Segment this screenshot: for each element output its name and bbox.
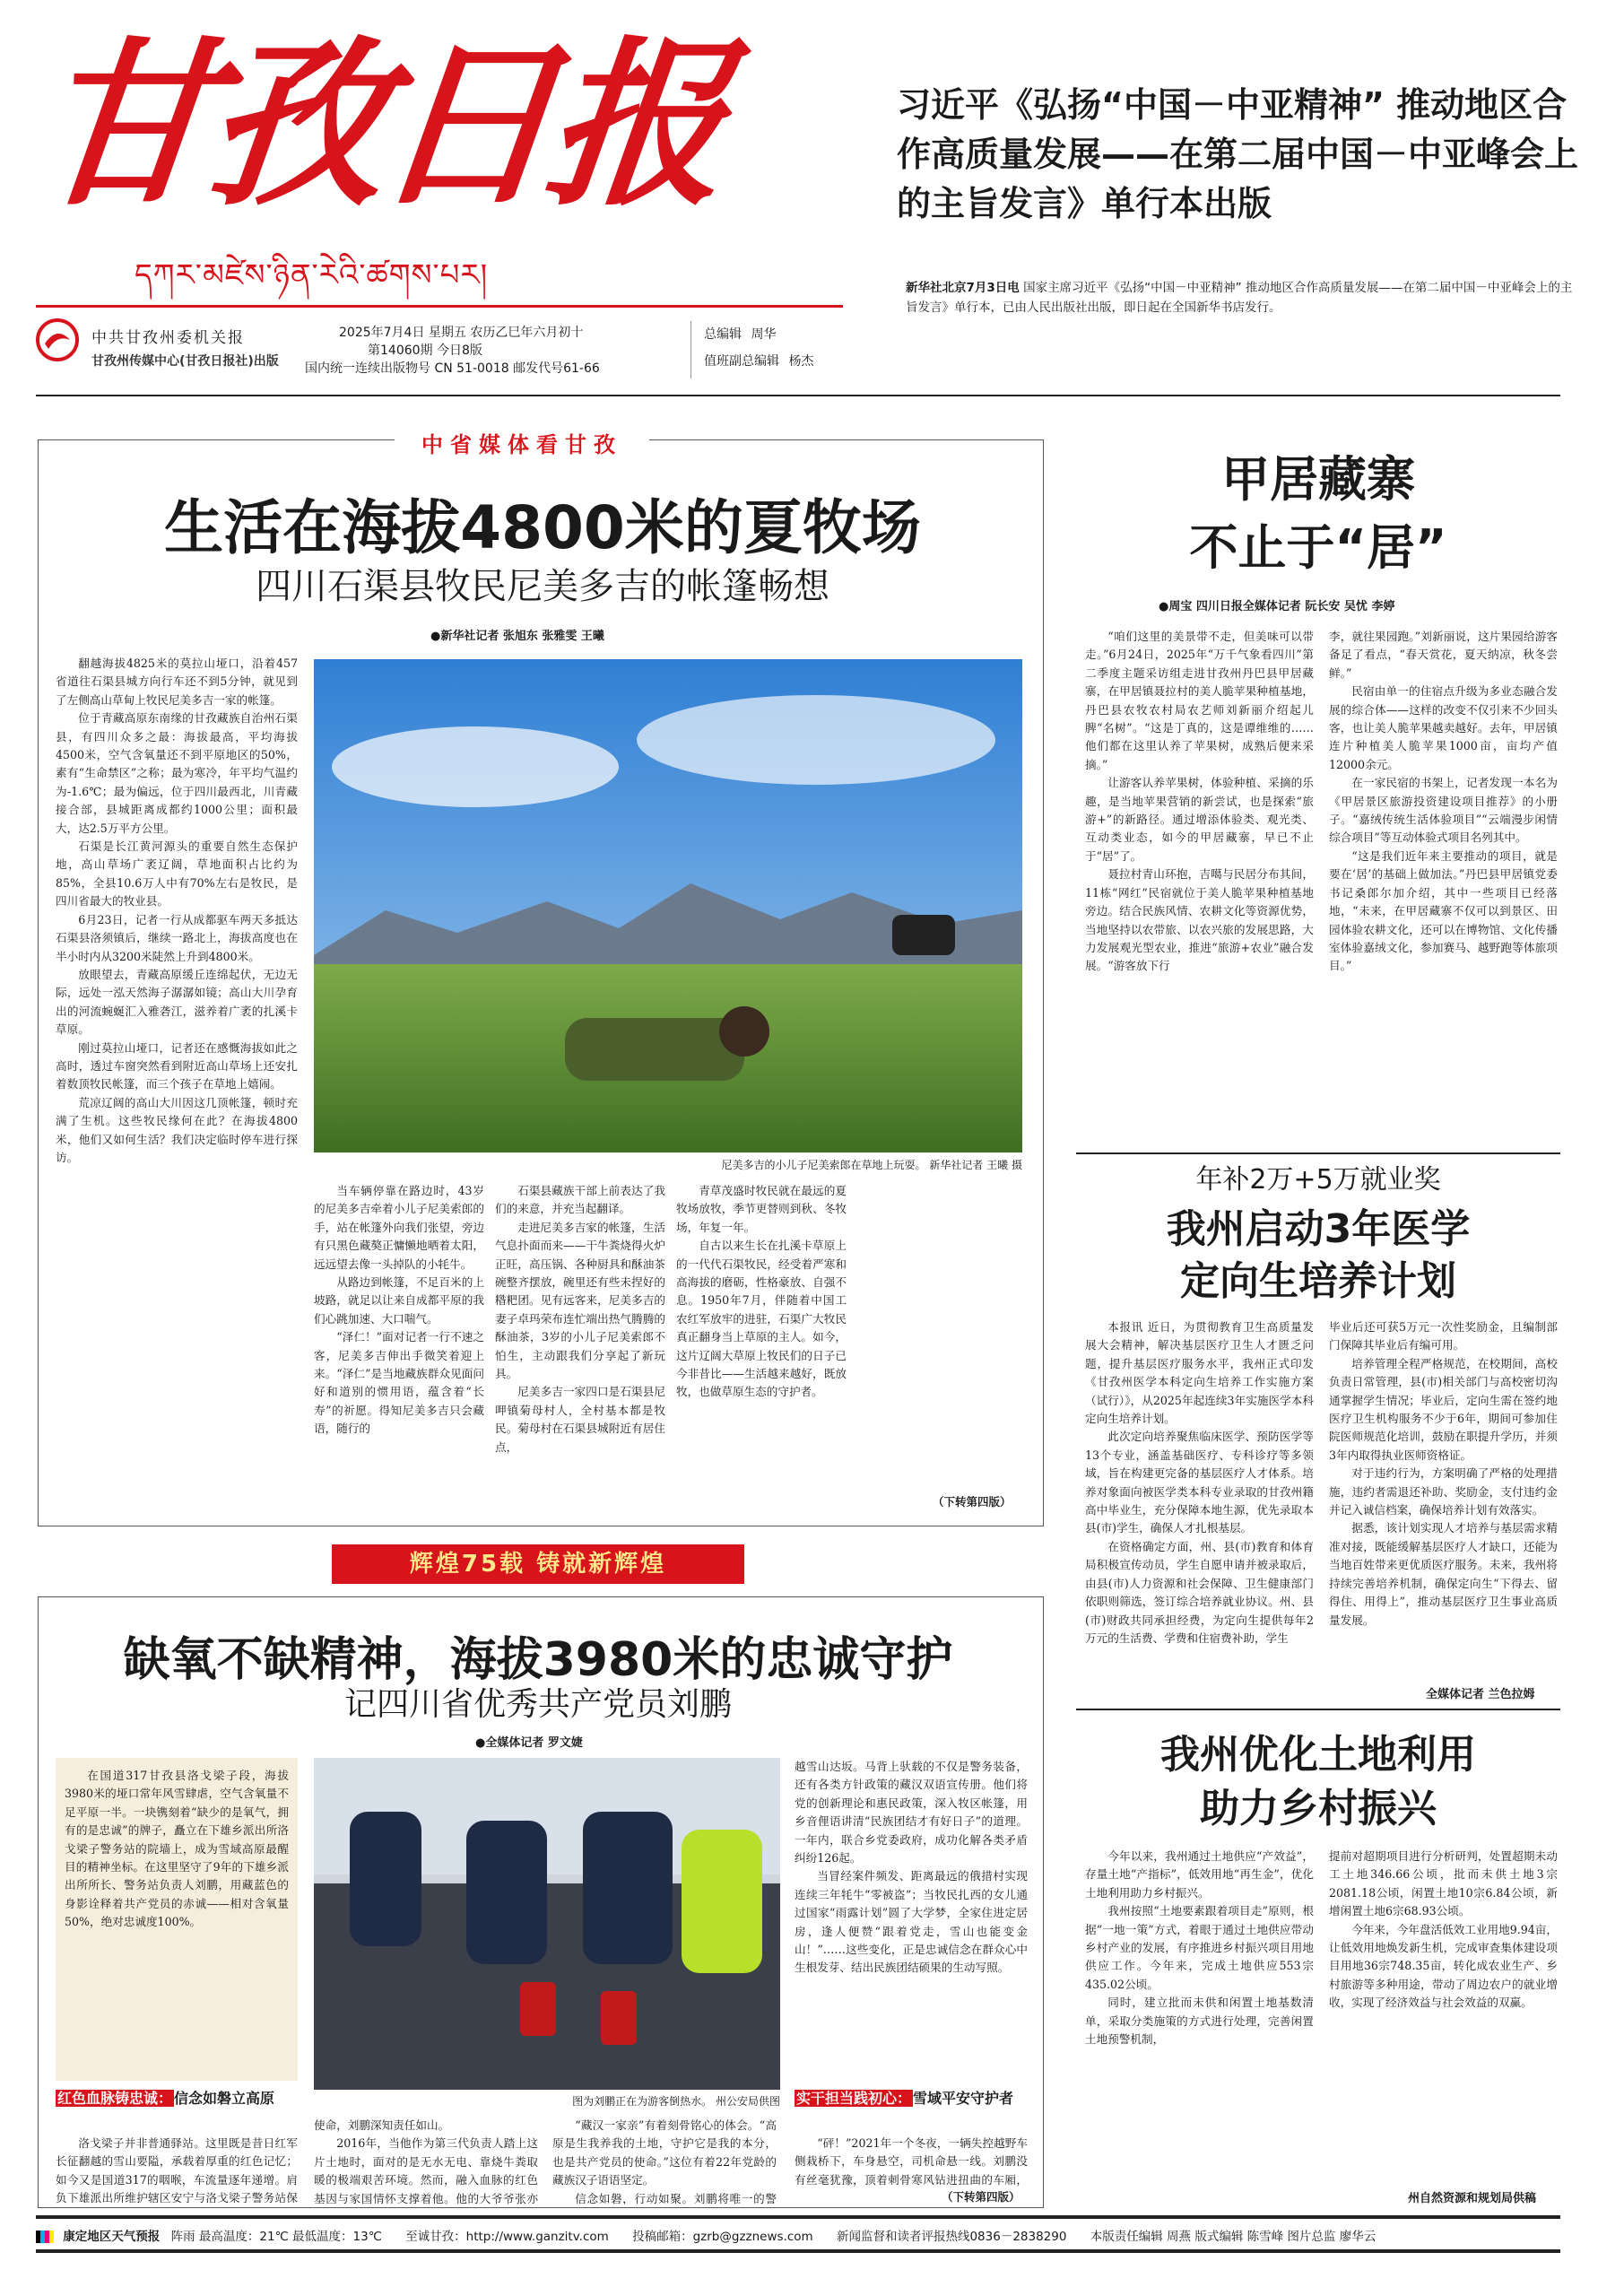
article2-continue[interactable]: （下转第四版） [942,2190,1020,2204]
paragraph: 走进尼美多吉家的帐篷，生活气息扑面而来——干牛粪烧得火炉正旺，高压锅、各种厨具和酥油茶碗整齐摆放，碗里还有些未捏好的糌粑团。见有远客来，尼美多吉的妻子卓玛荣布连忙端出热气腾腾的酥油茶，3岁的小儿子尼美索郎不怕生，主动跟我们分享起了新玩具。 [495,1220,665,1381]
paragraph: 在一家民宿的书架上，记者发现一本名为《甲居景区旅游投资建设项目推荐》的小册子。“嘉绒传统生活体验项目”“云端漫步闲情综合项目”等互动体验式项目名列其中。 [1329,776,1558,845]
article2-col1 [56,2135,298,2205]
sidebar1-byline: ●周宝 四川日报全媒体记者 阮长安 吴忧 李婷 [1159,600,1395,613]
article1-subhead: 四川石渠县牧民尼美多吉的帐篷畅想 [256,566,829,607]
sidebar2-headline-1: 我州启动3年医学 [1166,1206,1471,1252]
footer-info [36,2226,1560,2244]
paragraph: 民宿由单一的住宿点升级为多业态融合发展的综合体——这样的改变不仅引来不少回头客，也让美人脆苹果越卖越好。去年，甲居镇连片种植美人脆苹果1000亩，亩均产值12000余元。 [1329,684,1558,771]
paragraph: “藏汉一家亲”有着刻骨铭心的体会。“高原是生我养我的土地，守护它是我的本分，也是共产党员的使命。”这位有着22年党龄的藏族汉子语语坚定。 [552,2118,777,2187]
article2-subhead: 记四川省优秀共产党员刘鹏 [343,1686,732,1723]
sec1-rest: 信念如磐立高原 [174,2090,275,2107]
sidebar2-headline-2: 定向生培养计划 [1180,1258,1456,1304]
article1-col2 [314,1182,484,1509]
hotline: 新闻监督和读者评报热线0836－2838290 [836,2230,1067,2244]
paragraph: 提前对超期项目进行分析研判，处置超期未动工土地346.66公顷，批而未供土地3宗2081.18公顷，闲置土地10宗6.84公顷，新增闲置土地6宗68.93公顷。 [1329,1849,1558,1918]
paragraph: 李，就往果园跑。”刘新丽说，这片果园给游客备足了看点，“春天赏花，夏天纳凉，秋冬尝鲜。” [1329,630,1558,680]
article1-headline: 生活在海拔4800米的夏牧场 [164,493,921,562]
sidebar1-col2 [1329,628,1558,1148]
paragraph: 越雪山达坂。马背上驮载的不仅是警务装备，还有各类方针政策的藏汉双语宣传册。他们将党的创新理论和惠民政策，深入牧区帐篷，用乡音俚语讲清“民族团结才有好日子”的道理。一年内，联合乡党委政府，成功化解各类矛盾纠纷126起。 [795,1760,1028,1866]
article2-headline: 缺氧不缺精神，海拔3980米的忠诚守护 [123,1633,953,1687]
sidebar2-col1 [1085,1318,1314,1700]
paragraph: 使命，刘鹏深知责任如山。 [314,2118,450,2132]
article1-photo-caption: 尼美多吉的小儿子尼美索郎在草地上玩耍。 新华社记者 王曦 摄 [721,1159,1022,1171]
sec2-rest: 雪域平安守护者 [913,2090,1014,2107]
publisher-line: 甘孜州传媒中心(甘孜日报社)出版 [91,354,279,369]
sidebar1-headline-2: 不止于“居” [1189,519,1447,576]
email-link[interactable]: 投稿邮箱：gzrb@gzznews.com [632,2230,813,2244]
masthead-logo-icon [36,318,79,361]
article1-col4 [676,1182,847,1487]
article1-byline: ●新华社记者 张旭东 张雅雯 王曦 [430,630,604,643]
intro-text: 在国道317甘孜县洛戈梁子段，海拔3980米的垭口常年风雪肆虐，空气含氧量不足平原一半。一块镌刻着“缺少的是氧气，拥有的是忠诚”的牌子，矗立在下雄乡派出所洛戈梁子警务站的院墙上，成为雪域高原最醒目的精神坐标。在这里坚守了9年的下雄乡派出所所长、警务站负责人刘鹏，用藏蓝色的身影诠释着共产党员的赤诚——相对含氧量50%，绝对忠诚度100%。 [65,1769,289,1929]
article2-photo [314,1758,780,2090]
footer-color-bar [36,2215,1560,2219]
sidebar3-col1 [1085,1848,1314,2184]
article2-banner: 辉煌75载 铸就新辉煌 [332,1544,744,1584]
sidebar-divider-1 [1076,1152,1560,1154]
paragraph: “这是我们近年来主要推动的项目，就是要在‘居’的基础上做加法。”丹巴县甲居镇党委书记桑郎尔加介绍，其中一些项目已经落地，“未来，在甲居藏寨不仅可以到景区、田园体验农耕文化，还可以在博物馆、文化传播室体验嘉绒文化，参加赛马、越野跑等体旅项目。” [1329,848,1558,973]
masthead-tibetan: དཀར་མཛེས་ཉིན་རེའི་ཚགས་པར། [135,257,489,293]
paragraph: 在资格确定方面，州、县(市)教育和体育局积极宣传动员，学生自愿申请并被录取后，由县(市)人力资源和社会保障、卫生健康部门依职则筛选，签订综合培养就业协议。州、县(市)财政共同承担经费，为定向生提供每年2万元的生活费、学费和住宿费补助，学生 [1085,1539,1314,1645]
paragraph: 从路边到帐篷，不足百米的上坡路，就足以让来自成都平原的我们心跳加速、大口喘气。 [314,1275,484,1326]
masthead-rule [36,305,843,308]
paragraph: “咱们这里的美景带不走，但美味可以带走。”6月24日，2025年“万千气象看四川”第二季度主题采访组走进甘孜州丹巴县甲居藏寨，在甲居镇聂拉村的美人脆苹果种植基地，丹巴县农牧农村局农艺师刘新丽介绍起儿脾“名树”。“这是丁真的，这是谭维维的……他们都在这里认养了苹果树，成熟后便来采摘。” [1085,630,1314,771]
weather-label: 康定地区天气预报 [63,2230,161,2244]
paragraph: 当冒经案件频发、距离最远的俄措村实现连续三年牦牛“零被盗”；当牧民扎西的女儿通过国家“雨露计划”圆了大学梦，全家住进定居房，逢人便赞“跟着党走，雪山也能变金山！”……这些变化，正是忠诚信念在群众心中生根发芽、结出民族团结硕果的生动写照。 [795,1869,1028,1975]
article1-col3 [495,1182,665,1509]
weather-value: 阵雨 最高温度：21℃ 最低温度：13℃ [170,2230,382,2244]
paragraph: 尼美多吉一家四口是石渠县尼呷镇菊母村人，全村基本都是牧民。菊母村在石渠县城附近有居住点， [495,1385,665,1454]
article1-continue[interactable]: （下转第四版） [933,1495,1012,1509]
editor-in-chief [704,325,776,343]
article1-col1 [56,655,298,1511]
paragraph: 位于青藏高原东南缘的甘孜藏族自治州石渠县，有四川众多之最：海拔最高，平均海拔4500米，空气含氧量还不到平原地区的50%，素有“生命禁区”之称；最为寒冷，年平均气温约为-1.6℃；最为偏远，位于四川最西北，川青藏接合部，县城距离成都约1000公里；面积最大，达2.5万平方公里。 [56,711,298,835]
editor-label: 总编辑 [704,327,742,342]
article2-col4 [795,1758,1028,2067]
top-news-dateline: 新华社北京7月3日电 [906,281,1020,295]
paragraph: “泽仁！”面对记者一行不速之客，尼美多吉伸出手微笑着迎上来。“泽仁”是当地藏族群众见面问好和道别的惯用语，蕴含着“长寿”的祈愿。得知尼美多吉只会藏语，随行的 [314,1330,484,1436]
masthead-bottom-rule [36,395,1560,396]
paragraph: 刚过莫拉山垭口，记者还在感慨海拔如此之高时，透过车窗突然看到附近高山草场上还安扎着数顶牧民帐篷，而三个孩子在草地上嬉闹。 [56,1040,298,1091]
masthead-divider [690,321,691,378]
paragraph: 我州按照“土地要素跟着项目走”原则，根据“一地一策”方式，着眼于通过土地供应带动乡村产业的发展，有序推进乡村振兴项目用地供应工作。今年来，完成土地供应553宗435.02公顷。 [1085,1904,1314,1991]
footer-color-bar-bottom [36,2249,1560,2253]
issue-line: 第14060期 今日8版 [368,344,482,358]
paragraph: 6月23日，记者一行从成都驱车两天多抵达石渠县洛须镇后，继续一路北上，海拔高度也在半小时内从3200米陡然上升到4800米。 [56,912,298,963]
paragraph: 放眼望去，青藏高原缓丘连绵起伏，无边无际，远处一泓天然海子潺潺如镜；高山大川孕育出的河流蜿蜒汇入雅砻江，滋养着广袤的扎溪卡草原。 [56,967,298,1037]
serial-line: 国内统一连续出版物号 CN 51-0018 邮发代号61-66 [305,361,600,376]
paragraph: 石渠是长江黄河源头的重要自然生态保护地，高山草场广袤辽阔，草地面积占比约为85%，全县10.6万人中有70%左右是牧民，是四川省最大的牧业县。 [56,839,298,909]
paragraph: 今年以来，我州通过土地供应“产效益”，存量土地“产指标”，低效用地“再生金”，优化土地利用助力乡村振兴。 [1085,1849,1314,1900]
paragraph: 当车辆停靠在路边时，43岁的尼美多吉牵着小儿子尼美索郎的手，站在帐篷外向我们张望，旁边有只黑色藏獒正慵懒地晒着太阳，远远望去像一头掉队的小牦牛。 [314,1184,484,1271]
sidebar-divider-2 [1076,1709,1560,1710]
paragraph: 聂拉村青山环抱，吉噶与民居分布其间，11栋“网红”民宿就位于美人脆苹果种植基地旁边。结合民族风情、农耕文化等资源优势，当地坚持以农带旅、以农兴旅的发展思路，大力发展观光型农业，推进“旅游+农业”融合发展。“游客放下行 [1085,867,1314,973]
editor-name: 周华 [751,327,777,342]
sidebar2-col2 [1329,1318,1558,1677]
paragraph: 石渠县藏族干部上前表达了我们的来意，并充当起翻译。 [495,1184,665,1216]
article1-photo [314,659,1022,1152]
paragraph: 本报讯 近日，为贯彻教育卫生高质量发展大会精神，解决基层医疗卫生人才匮乏问题，提升基层医疗服务水平，我州正式印发《甘孜州医学本科定向生培养工作实施方案（试行）》，从2025年起连续3年实施医学本科定向生培养计划。 [1085,1320,1314,1426]
article2-col5 [795,2135,1028,2190]
paragraph: 自古以来生长在扎溪卡草原上的一代代石渠牧民，经受着严寒和高海拔的磨砺，性格豪放、自强不息。1950年7月，伴随着中国工农红军放牢的进驻，石渠广大牧民真正翻身当上草原的主人。如今，这片辽阔大草原上牧民们的日子已今非昔比——生活越来越好，既放牧，也做草原生态的守护者。 [676,1239,847,1399]
sponsor-line: 中共甘孜州委机关报 [91,329,245,347]
duty-editor-label: 值班副总编辑 [704,354,779,369]
paragraph: 毕业后还可获5万元一次性奖励金，且编制部门保障其毕业后有编可用。 [1329,1320,1558,1352]
article2-intro [56,1758,298,2081]
page-editors: 本版责任编辑 周燕 版式编辑 陈雪峰 图片总监 廖华云 [1090,2230,1377,2244]
paragraph: 对于违约行为，方案明确了严格的处理措施，违约者需退还补助、奖励金，支付违约金并记入诚信档案，确保培养计划有效落实。 [1329,1466,1558,1518]
sidebar3-col2 [1329,1848,1558,2170]
sec1-label: 红色血脉铸忠诚： [57,2090,173,2107]
duty-editor [704,352,813,370]
sidebar2-credit: 全媒体记者 兰色拉姆 [1426,1688,1535,1701]
date-line: 2025年7月4日 星期五 农历乙巳年六月初十 [339,326,584,340]
article2-photo-caption: 图为刘鹏正在为游客倒热水。 州公安局供图 [572,2095,780,2108]
article2-byline: ●全媒体记者 罗文婕 [475,1736,583,1750]
paragraph: 荒凉辽阔的高山大川因这几顶帐篷，顿时充满了生机。这些牧民缘何在此？在海拔4800米，他们又如何生活？我们决定临时停车进行探访。 [56,1095,298,1164]
article2-sec2-heading [795,2088,1032,2109]
website-link[interactable]: 至诚甘孜：http://www.ganzitv.com [405,2230,609,2244]
article2-col3 [552,2117,777,2205]
weather-icon [36,2231,54,2243]
paragraph: 信念如磐，行动如聚。刘鹏将唯一的警 [575,2191,777,2205]
article2-sec1-heading [56,2088,302,2109]
paragraph: 今年来，今年盘活低效工业用地9.94亩，让低效用地焕发新生机，完成审查集体建设项目用地36宗748.35亩，转化成农业生产、乡村旅游等多种用途，带动了周边农户的就业增收，实现了经济效益与社会效益的双赢。 [1329,1922,1558,2010]
paragraph: 2016年，当他作为第三代负责人踏上这片土地时，面对的是无水无电、靠烧牛粪取暖的极端艰苦环境。然而，融入血脉的红色基因与家国情怀支撑着他。他的大爷爷张亦 [314,2136,538,2205]
sidebar1-headline-1: 甲居藏寨 [1221,451,1415,508]
paragraph: 翻越海拔4825米的莫拉山垭口，沿着457省道往石渠县城方向行车还不到5分钟，就见到了左侧高山草甸上牧民尼美多吉一家的帐篷。 [56,657,298,707]
paragraph: 此次定向培养聚焦临床医学、预防医学等13个专业，涵盖基础医疗、专科诊疗等多领域，旨在构建更完备的基层医疗人才体系。培养对象面向被医学类本科专业录取的甘孜州籍高中毕业生，充分保障本地生源，优先录取本县(市)学生，确保人才扎根基层。 [1085,1430,1314,1535]
masthead-title: 甘孜日报 [25,20,729,230]
sidebar2-kicker: 年补2万+5万就业奖 [1195,1164,1441,1196]
paragraph: 让游客认养苹果树，体验种植、采摘的乐趣，是当地苹果营销的新尝试，也是探索“旅游+”的新路径。通过增添体验类、观光类、互动类业态，如今的甲居藏寨，早已不止于“居”了。 [1085,776,1314,863]
sec2-label: 实干担当践初心： [796,2090,912,2107]
sidebar1-col1 [1085,628,1314,1148]
paragraph: 洛戈梁子并非普通驿站。这里既是昔日红军长征翻越的雪山要隘，承载着厚重的红色记忆；如今又是国道317的咽喉，车流量逐年递增。肩负下雄派出所维护辖区安宁与洛戈梁子警务站保 [56,2136,298,2205]
paragraph: 据悉，该计划实现人才培养与基层需求精准对接，既能缓解基层医疗人才缺口，还能为当地百姓带来更优质医疗服务。未来，我州将持续完善培养机制，确保定向生“下得去、留得住、用得上”，推动基层医疗卫生事业高质量发展。 [1329,1521,1558,1627]
article1-kicker: 中省媒体看甘孜 [395,423,649,462]
top-news-text: 国家主席习近平《弘扬“中国－中亚精神” 推动地区合作高质量发展——在第二届中国－中亚峰会上的主旨发言》单行本，已由人民出版社出版，即日起在全国新华书店发行。 [906,281,1573,315]
sidebar3-headline-1: 我州优化土地利用 [1160,1732,1476,1778]
paragraph: “砰！”2021年一个冬夜，一辆失控越野车侧栽桥下，车身悬空，司机命悬一线。刘鹏没有丝毫犹豫，顶着刺骨寒风钻进扭曲的车厢， [795,2136,1028,2187]
paragraph: 培养管理全程严格规范，在校期间，高校负责日常管理，县(市)相关部门与高校密切沟通掌握学生情况；毕业后，定向生需在签约地医疗卫生机构服务不少于6年，期间可参加住院医师规范化培训，鼓励在职提升学历，并须3年内取得执业医师资格证。 [1329,1356,1558,1462]
sidebar3-headline-2: 助力乡村振兴 [1200,1786,1437,1831]
sidebar3-credit: 州自然资源和规划局供稿 [1408,2192,1537,2205]
paragraph: 同时，建立批而未供和闲置土地基数清单，采取分类施策的方式进行处理，完善闲置土地预警机制， [1085,1996,1314,2047]
top-news-headline: 习近平《弘扬“中国－中亚精神” 推动地区合作高质量发展——在第二届中国－中亚峰会上的主旨发言》单行本出版 [897,85,1579,223]
top-news-body [906,278,1578,317]
paragraph: 青草茂盛时牧民就在最远的夏牧场放牧，季节更替则到秋、冬牧场，年复一年。 [676,1184,847,1234]
article2-col2 [314,2117,538,2205]
duty-editor-name: 杨杰 [788,354,814,369]
